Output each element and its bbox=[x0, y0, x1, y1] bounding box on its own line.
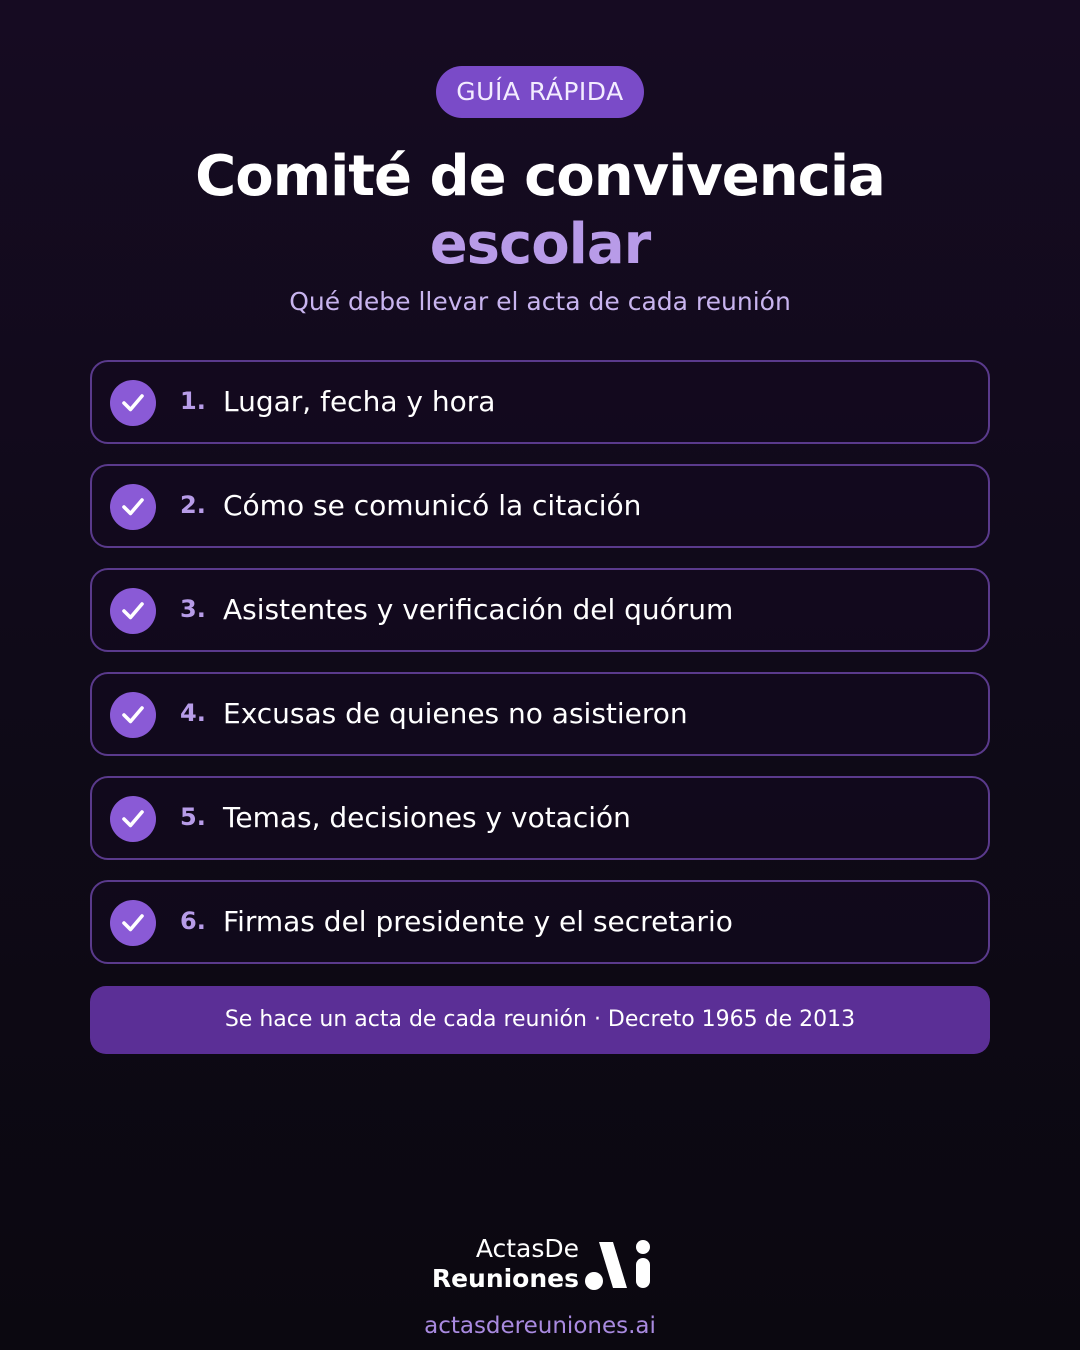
checklist-item bbox=[90, 568, 990, 652]
check-icon bbox=[110, 692, 156, 738]
footnote-banner: Se hace un acta de cada reunión · Decreto 1965 de 2013 bbox=[90, 986, 990, 1054]
check-icon bbox=[110, 588, 156, 634]
check-icon bbox=[110, 380, 156, 426]
check-icon bbox=[110, 484, 156, 530]
checklist-item bbox=[90, 360, 990, 444]
item-number: 3. bbox=[180, 595, 206, 623]
page-title-accent: escolar bbox=[429, 212, 651, 277]
item-text: Cómo se comunicó la citación bbox=[223, 489, 642, 522]
page-subtitle: Qué debe llevar el acta de cada reunión bbox=[289, 287, 791, 316]
item-text: Firmas del presidente y el secretario bbox=[223, 905, 733, 938]
check-icon bbox=[110, 900, 156, 946]
item-number: 4. bbox=[180, 699, 206, 727]
item-number: 1. bbox=[180, 387, 206, 415]
logo-text-line2: Reuniones bbox=[431, 1264, 579, 1293]
logo-text-line1: ActasDe bbox=[475, 1234, 579, 1263]
item-text: Excusas de quienes no asistieron bbox=[223, 697, 688, 730]
checklist-item bbox=[90, 672, 990, 756]
check-icon bbox=[110, 796, 156, 842]
guide-badge: GUÍA RÁPIDA bbox=[436, 66, 644, 118]
checklist-item bbox=[90, 464, 990, 548]
item-text: Asistentes y verificación del quórum bbox=[223, 593, 734, 626]
brand-logo bbox=[429, 1232, 659, 1296]
checklist-item bbox=[90, 880, 990, 964]
checklist-item bbox=[90, 776, 990, 860]
item-number: 2. bbox=[180, 491, 206, 519]
item-number: 6. bbox=[180, 907, 206, 935]
checklist bbox=[90, 360, 990, 984]
item-text: Temas, decisiones y votación bbox=[223, 801, 631, 834]
page-title: Comité de convivencia bbox=[195, 144, 885, 209]
ai-logo-icon bbox=[583, 1238, 653, 1296]
website-link[interactable]: actasdereuniones.ai bbox=[424, 1313, 656, 1339]
item-text: Lugar, fecha y hora bbox=[223, 385, 496, 418]
item-number: 5. bbox=[180, 803, 206, 831]
